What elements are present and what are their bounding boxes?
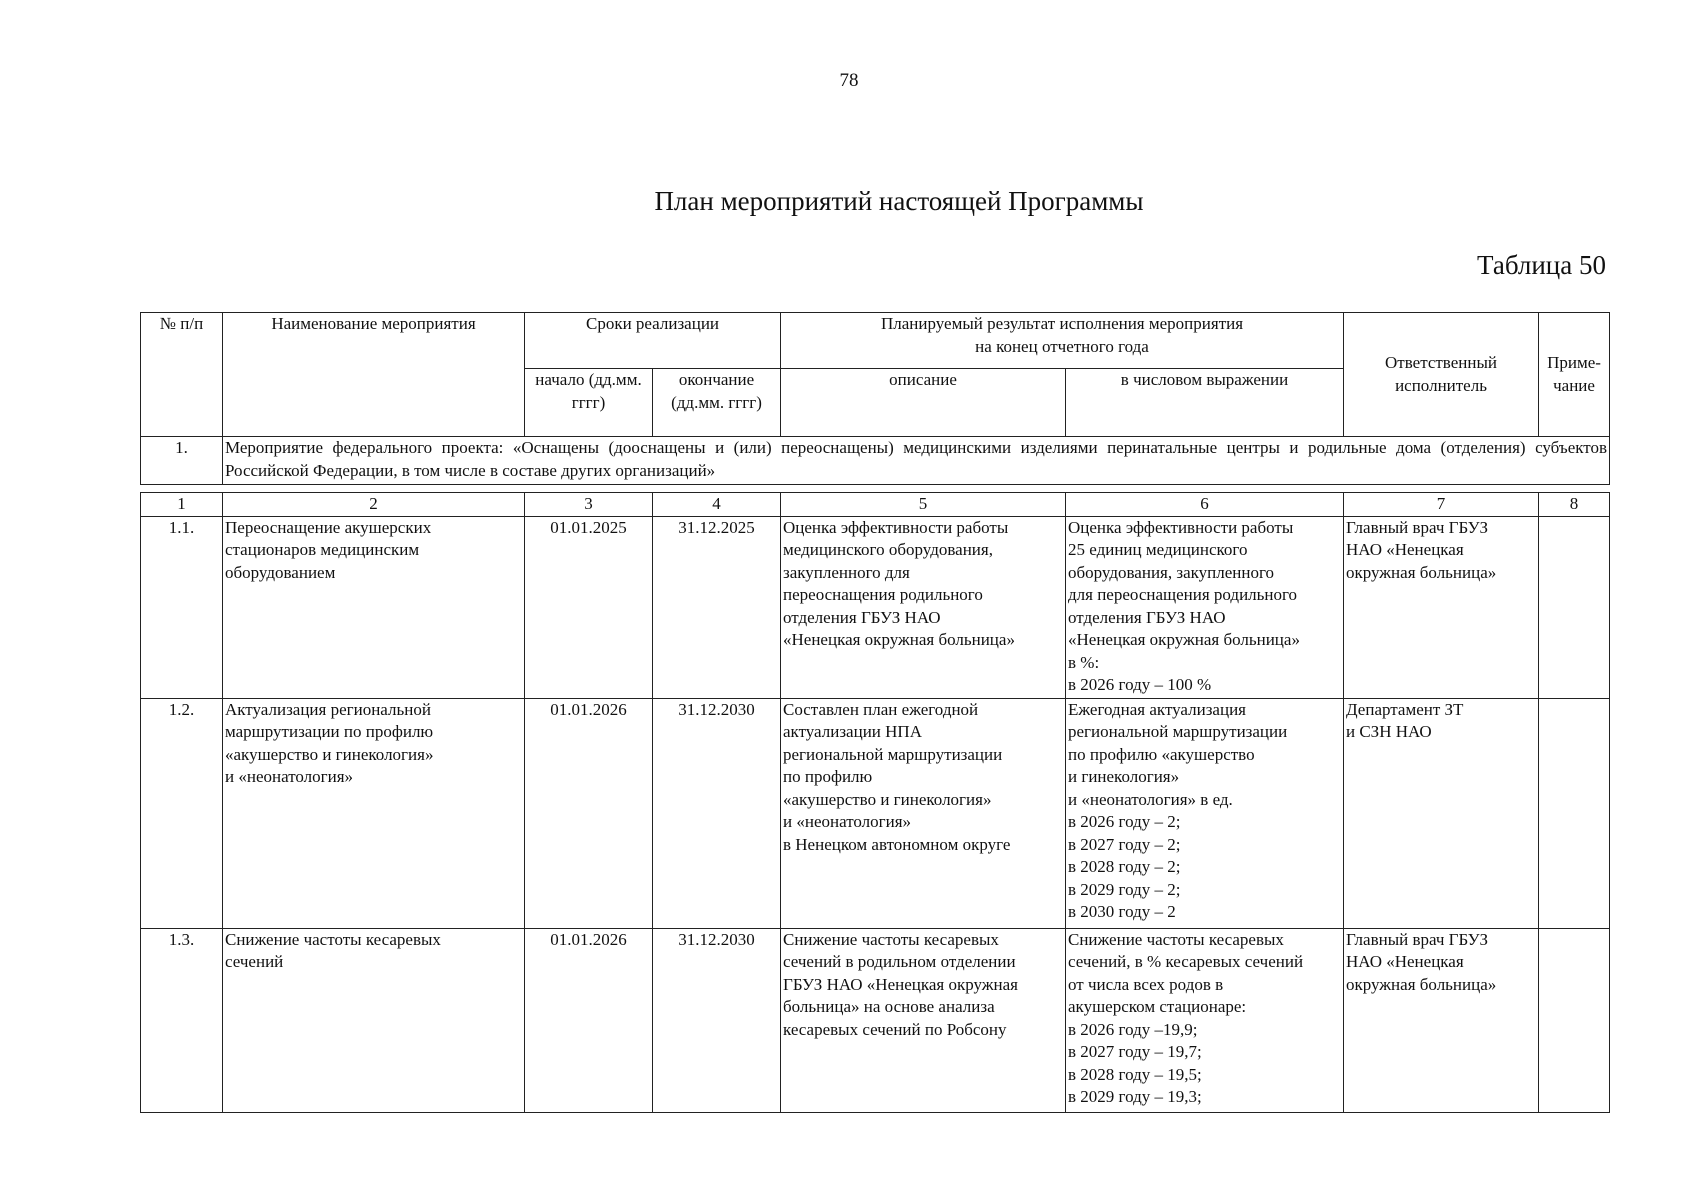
table-row [141, 516, 1610, 698]
section-num: 1. [141, 437, 223, 485]
row-responsible-line: Департамент ЗТ [1346, 699, 1464, 719]
header-start: начало (дд.мм. гггг) [525, 369, 653, 437]
row-numeric-line: «Ненецкая окружная больница» [1068, 630, 1300, 649]
row-end: 31.12.2025 [653, 516, 781, 698]
row-description-line: в Ненецком автономном округе [783, 834, 1011, 854]
row-numeric-line: в 2027 году – 2; [1068, 834, 1181, 854]
column-numbers-row [141, 493, 1610, 517]
row-description-line: кесаревых сечений по Робсону [783, 1019, 1007, 1039]
row-name-line: стационаров медицинским [225, 540, 420, 559]
row-num: 1.1. [141, 516, 223, 698]
header-responsible: Ответственный исполнитель [1344, 313, 1539, 437]
column-number: 5 [781, 493, 1066, 517]
row-numeric-line: Снижение частоты кесаревых [1068, 929, 1284, 949]
row-numeric-line: в 2028 году – 19,5; [1068, 1064, 1202, 1084]
row-numeric-line: оборудования, закупленного [1068, 562, 1275, 582]
row-numeric-line: в 2026 году – 100 % [1068, 675, 1212, 694]
row-numeric-line: акушерском стационаре: [1068, 997, 1247, 1016]
header-terms: Сроки реализации [525, 313, 781, 369]
row-numeric-line: в 2029 году – 19,3; [1068, 1087, 1202, 1106]
row-description-line: отделения ГБУЗ НАО [783, 607, 941, 627]
header-result [781, 313, 1344, 369]
row-responsible-line: окружная больница» [1346, 974, 1497, 994]
row-numeric [1066, 928, 1344, 1112]
row-numeric-line: в 2026 году – 2; [1068, 812, 1181, 831]
row-description-line: Снижение частоты кесаревых [783, 929, 999, 949]
table-row [141, 698, 1610, 928]
row-note [1539, 928, 1610, 1112]
row-num: 1.3. [141, 928, 223, 1112]
row-description-line: региональной маршрутизации [783, 744, 1003, 764]
row-start: 01.01.2025 [525, 516, 653, 698]
column-number: 6 [1066, 493, 1344, 517]
row-description-line: медицинского оборудования, [783, 540, 993, 559]
row-numeric-line: региональной маршрутизации [1068, 722, 1288, 741]
row-numeric [1066, 698, 1344, 928]
row-responsible-line: НАО «Ненецкая [1346, 540, 1464, 559]
section-text: Мероприятие федерального проекта: «Оснащены (дооснащены и (или) переоснащены) медицинскими изделиями перинатальные центры и родильные дома (отделения) субъектов Российской Федерации, в том числе в составе других организаций» [223, 437, 1610, 485]
row-responsible [1344, 698, 1539, 928]
column-number: 1 [141, 493, 223, 517]
row-description-line: «акушерство и гинекология» [783, 789, 992, 809]
header-result-line1: Планируемый результат исполнения мероприятия [880, 314, 1244, 333]
table-caption: Таблица 50 [1477, 250, 1606, 280]
row-start: 01.01.2026 [525, 698, 653, 928]
row-responsible [1344, 928, 1539, 1112]
row-responsible-line: Главный врач ГБУЗ [1346, 929, 1488, 949]
row-description-line: переоснащения родильного [783, 585, 983, 604]
row-name [223, 928, 525, 1112]
row-name-line: Снижение частоты кесаревых [225, 929, 441, 949]
column-number: 8 [1539, 493, 1610, 517]
row-name-line: сечений [225, 952, 284, 971]
table-rows [141, 516, 1610, 1112]
column-number: 2 [223, 493, 525, 517]
row-numeric [1066, 516, 1344, 698]
row-num: 1.2. [141, 698, 223, 928]
row-name-line: «акушерство и гинекология» [225, 744, 434, 764]
row-description-line: «Ненецкая окружная больница» [783, 630, 1015, 649]
row-description [781, 698, 1066, 928]
row-responsible-line: Главный врач ГБУЗ [1346, 517, 1488, 537]
row-name-line: Актуализация региональной [225, 699, 431, 719]
page-number: 78 [839, 70, 859, 91]
page-title: План мероприятий настоящей Программы [654, 186, 1144, 216]
row-description-line: по профилю [783, 767, 873, 786]
header-end: окончание (дд.мм. гггг) [653, 369, 781, 437]
row-numeric-line: и гинекология» [1068, 767, 1180, 786]
row-name-line: маршрутизации по профилю [225, 722, 434, 741]
row-numeric-line: в 2026 году –19,9; [1068, 1019, 1198, 1039]
row-responsible-line: НАО «Ненецкая [1346, 952, 1464, 971]
row-description-line: ГБУЗ НАО «Ненецкая окружная [783, 974, 1019, 994]
row-numeric-line: для переоснащения родильного [1068, 585, 1298, 604]
row-numeric-line: от числа всех родов в [1068, 974, 1224, 994]
header-result-line2: на конец отчетного года [975, 336, 1149, 356]
row-numeric-line: в %: [1068, 652, 1100, 672]
row-end: 31.12.2030 [653, 698, 781, 928]
row-numeric-line: в 2029 году – 2; [1068, 879, 1181, 899]
row-note [1539, 698, 1610, 928]
row-numeric-line: по профилю «акушерство [1068, 744, 1255, 764]
row-description-line: закупленного для [783, 562, 910, 582]
row-numeric-line: отделения ГБУЗ НАО [1068, 607, 1226, 627]
row-description-line: сечений в родильном отделении [783, 952, 1016, 971]
row-end: 31.12.2030 [653, 928, 781, 1112]
row-description [781, 928, 1066, 1112]
row-description [781, 516, 1066, 698]
row-name [223, 516, 525, 698]
row-description-line: Составлен план ежегодной [783, 699, 979, 719]
header-num: № п/п [141, 313, 223, 437]
row-name-line: Переоснащение акушерских [225, 517, 432, 537]
row-name-line: оборудованием [225, 562, 336, 582]
table-row [141, 928, 1610, 1112]
row-name-line: и «неонатология» [225, 767, 354, 786]
table-header [140, 312, 1610, 485]
row-numeric-line: в 2030 году – 2 [1068, 902, 1176, 921]
row-numeric-line: 25 единиц медицинского [1068, 540, 1248, 559]
column-number: 7 [1344, 493, 1539, 517]
row-numeric-line: Ежегодная актуализация [1068, 699, 1246, 719]
row-description-line: и «неонатология» [783, 812, 912, 831]
row-numeric-line: Оценка эффективности работы [1068, 517, 1294, 537]
row-description-line: актуализации НПА [783, 722, 922, 741]
row-numeric-line: сечений, в % кесаревых сечений [1068, 952, 1304, 971]
row-numeric-line: в 2027 году – 19,7; [1068, 1042, 1202, 1061]
row-numeric-line: в 2028 году – 2; [1068, 857, 1181, 876]
header-desc: описание [781, 369, 1066, 437]
header-note: Приме-чание [1539, 313, 1610, 437]
row-description-line: Оценка эффективности работы [783, 517, 1009, 537]
row-responsible-line: и СЗН НАО [1346, 722, 1432, 741]
header-name: Наименование мероприятия [223, 313, 525, 437]
row-name [223, 698, 525, 928]
table-body [140, 492, 1610, 1113]
row-start: 01.01.2026 [525, 928, 653, 1112]
header-numeric: в числовом выражении [1066, 369, 1344, 437]
row-note [1539, 516, 1610, 698]
column-number: 3 [525, 493, 653, 517]
column-number: 4 [653, 493, 781, 517]
row-responsible [1344, 516, 1539, 698]
row-numeric-line: и «неонатология» в ед. [1068, 789, 1233, 809]
row-responsible-line: окружная больница» [1346, 562, 1497, 582]
row-description-line: больница» на основе анализа [783, 997, 995, 1016]
